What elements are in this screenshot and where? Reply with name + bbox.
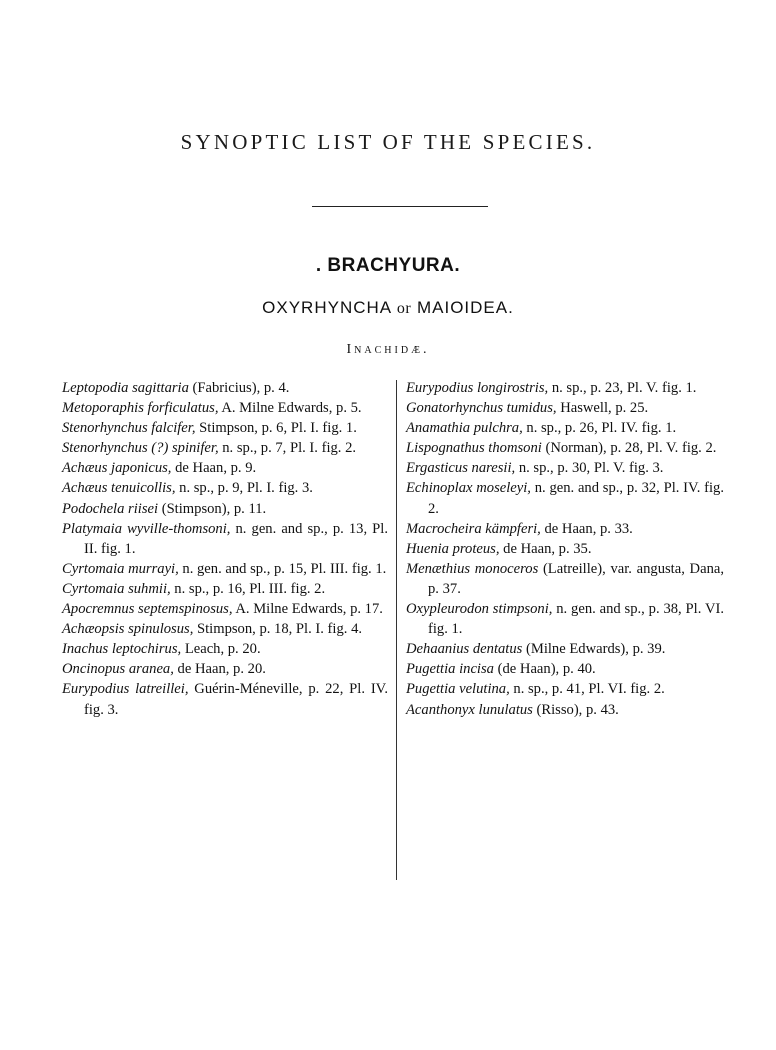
- species-list-right: [406, 378, 724, 720]
- species-citation: n. sp., p. 9, Pl. I. fig. 3.: [175, 480, 313, 497]
- species-list-left: [62, 378, 388, 720]
- species-citation: (Milne Edwards), p. 39.: [522, 641, 666, 658]
- species-citation: n. sp., p. 26, Pl. IV. fig. 1.: [522, 420, 677, 437]
- species-entry: [406, 679, 724, 699]
- species-name: Eurypodius latreillei,: [62, 681, 189, 698]
- species-name: Echinoplax moseleyi,: [406, 480, 531, 497]
- species-citation: (de Haan), p. 40.: [493, 661, 596, 678]
- column-divider: [396, 380, 397, 880]
- species-citation: n. sp., p. 16, Pl. III. fig. 2.: [170, 580, 326, 597]
- species-citation: n. gen. and sp., p. 38, Pl. VI. fig. 1.: [428, 601, 724, 638]
- species-citation: Haswell, p. 25.: [556, 400, 649, 417]
- species-citation: n. sp., p. 7, Pl. I. fig. 2.: [218, 440, 357, 457]
- species-name: Achæus tenuicollis,: [62, 480, 176, 497]
- species-entry: [406, 418, 724, 438]
- section-heading: . BRACHYURA.: [315, 255, 461, 276]
- species-citation: de Haan, p. 33.: [540, 520, 633, 537]
- species-citation: Guérin-Méneville, p. 22, Pl. IV. fig. 3.: [84, 681, 388, 718]
- species-citation: Stimpson, p. 6, Pl. I. fig. 1.: [195, 420, 357, 437]
- species-entry: [406, 519, 724, 539]
- species-entry: [406, 458, 724, 478]
- species-name: Menæthius monoceros: [406, 560, 539, 577]
- species-name: Podochela riisei: [62, 500, 159, 517]
- species-name: Platymaia wyville-thomsoni,: [62, 520, 231, 537]
- species-name: Oncinopus aranea,: [62, 661, 174, 678]
- species-citation: (Latreille), var. angusta, Dana, p. 37.: [428, 560, 724, 597]
- species-name: Anamathia pulchra,: [406, 420, 523, 437]
- species-name: Lispognathus thomsoni: [406, 440, 542, 457]
- species-entry: [406, 599, 724, 639]
- species-entry: [62, 519, 388, 559]
- species-entry: [406, 398, 724, 418]
- species-entry: [62, 499, 388, 519]
- species-name: Stenorhynchus falcifer,: [62, 420, 196, 437]
- species-entry: [406, 700, 724, 720]
- species-citation: A. Milne Edwards, p. 17.: [232, 601, 383, 618]
- species-name: Pugettia velutina,: [406, 681, 510, 698]
- species-entry: [62, 418, 388, 438]
- species-name: Cyrtomaia suhmii,: [62, 580, 171, 597]
- species-citation: A. Milne Edwards, p. 5.: [218, 400, 362, 417]
- species-entry: [62, 599, 388, 619]
- species-citation: n. sp., p. 41, Pl. VI. fig. 2.: [509, 681, 665, 698]
- species-entry: [406, 559, 724, 599]
- species-entry: [62, 438, 388, 458]
- species-entry: [62, 398, 388, 418]
- species-entry: [62, 679, 388, 719]
- species-citation: n. gen. and sp., p. 15, Pl. III. fig. 1.: [178, 560, 387, 577]
- species-name: Metoporaphis forficulatus,: [62, 400, 219, 417]
- species-entry: [62, 659, 388, 679]
- species-entry: [62, 579, 388, 599]
- species-entry: [406, 478, 724, 518]
- species-citation: n. sp., p. 30, Pl. V. fig. 3.: [515, 460, 664, 477]
- species-citation: Leach, p. 20.: [181, 641, 261, 658]
- species-name: Macrocheira kämpferi,: [406, 520, 541, 537]
- title-rule: [312, 206, 488, 207]
- species-name: Eurypodius longirostris,: [406, 380, 549, 396]
- species-entry: [62, 619, 388, 639]
- species-citation: de Haan, p. 20.: [173, 661, 266, 678]
- species-citation: (Risso), p. 43.: [532, 701, 619, 718]
- species-name: Inachus leptochirus,: [62, 641, 182, 658]
- species-citation: n. gen. and sp., p. 32, Pl. IV. fig. 2.: [428, 480, 724, 517]
- species-name: Leptopodia sagittaria: [62, 380, 189, 396]
- subsection-part2: MAIOIDEA.: [416, 298, 514, 317]
- species-name: Oxypleurodon stimpsoni,: [406, 601, 553, 618]
- species-entry: [62, 458, 388, 478]
- species-entry: [406, 378, 724, 398]
- species-citation: (Norman), p. 28, Pl. V. fig. 2.: [541, 440, 717, 457]
- subsection-part1: OXYRHYNCHA: [262, 298, 392, 317]
- species-citation: n. gen. and sp., p. 13, Pl. II. fig. 1.: [84, 520, 388, 557]
- species-entry: [62, 378, 388, 398]
- species-name: Achæopsis spinulosus,: [62, 621, 194, 638]
- species-name: Acanthonyx lunulatus: [406, 701, 533, 718]
- species-entry: [406, 539, 724, 559]
- species-entry: [406, 659, 724, 679]
- species-name: Achæus japonicus,: [62, 460, 172, 477]
- subsection-or: or: [396, 300, 412, 317]
- species-name: Pugettia incisa: [406, 661, 494, 678]
- species-name: Dehaanius dentatus: [406, 641, 523, 658]
- species-entry: [62, 639, 388, 659]
- species-citation: (Stimpson), p. 11.: [158, 500, 267, 517]
- species-citation: (Fabricius), p. 4.: [188, 380, 290, 396]
- species-name: Stenorhynchus (?) spinifer,: [62, 440, 219, 457]
- species-entry: [406, 639, 724, 659]
- page-title: SYNOPTIC LIST OF THE SPECIES.: [180, 130, 596, 154]
- subsection-heading: [0, 298, 776, 318]
- species-name: Apocremnus septemspinosus,: [62, 601, 233, 618]
- species-name: Huenia proteus,: [406, 540, 500, 557]
- species-entry: [62, 559, 388, 579]
- species-name: Gonatorhynchus tumidus,: [406, 400, 557, 417]
- species-citation: de Haan, p. 35.: [499, 540, 592, 557]
- species-name: Cyrtomaia murrayi,: [62, 560, 179, 577]
- species-citation: n. sp., p. 23, Pl. V. fig. 1.: [548, 380, 697, 396]
- family-heading: Inachidæ.: [346, 342, 430, 357]
- species-entry: [406, 438, 724, 458]
- species-entry: [62, 478, 388, 498]
- species-citation: Stimpson, p. 18, Pl. I. fig. 4.: [193, 621, 363, 638]
- species-name: Ergasticus naresii,: [406, 460, 516, 477]
- species-citation: de Haan, p. 9.: [171, 460, 257, 477]
